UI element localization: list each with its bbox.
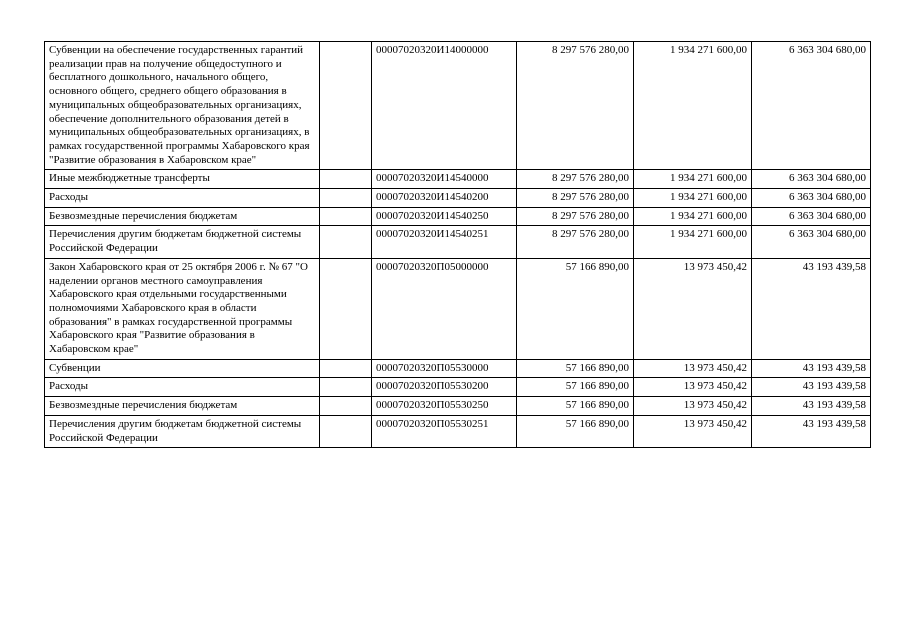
row-name: Безвозмездные перечисления бюджетам — [45, 207, 320, 226]
table-row — [45, 207, 871, 226]
row-value-3: 6 363 304 680,00 — [752, 170, 871, 189]
row-code: 00007020320П05530000 — [372, 359, 517, 378]
row-value-2: 1 934 271 600,00 — [634, 226, 752, 258]
row-code: 00007020320П05530200 — [372, 378, 517, 397]
row-code: 00007020320И14540000 — [372, 170, 517, 189]
row-value-2: 13 973 450,42 — [634, 258, 752, 359]
row-value-1: 8 297 576 280,00 — [517, 170, 634, 189]
row-value-3: 43 193 439,58 — [752, 258, 871, 359]
row-code: 00007020320И14540200 — [372, 189, 517, 208]
empty-cell — [320, 415, 372, 447]
row-value-2: 13 973 450,42 — [634, 359, 752, 378]
row-value-1: 8 297 576 280,00 — [517, 226, 634, 258]
empty-cell — [320, 170, 372, 189]
row-code: 00007020320П05000000 — [372, 258, 517, 359]
row-value-1: 57 166 890,00 — [517, 258, 634, 359]
row-value-1: 57 166 890,00 — [517, 359, 634, 378]
row-name: Перечисления другим бюджетам бюджетной системы Российской Федерации — [45, 226, 320, 258]
empty-cell — [320, 226, 372, 258]
empty-cell — [320, 378, 372, 397]
row-code: 00007020320П05530251 — [372, 415, 517, 447]
row-value-3: 6 363 304 680,00 — [752, 189, 871, 208]
row-code: 00007020320И14540251 — [372, 226, 517, 258]
row-name: Субвенции на обеспечение государственных гарантий реализации прав на получение общедоступного и бесплатного дошкольного, начального общего, основного общего, среднего общего образования в муниципальных общеобразовательных организациях, обеспечение дополнительного образования детей в муниципальных общеобразовательных организациях, в рамках государственной программы Хабаровского края "Развитие образования в Хабаровском крае" — [45, 42, 320, 170]
table-row — [45, 189, 871, 208]
row-value-1: 57 166 890,00 — [517, 378, 634, 397]
row-value-1: 8 297 576 280,00 — [517, 189, 634, 208]
row-name: Расходы — [45, 378, 320, 397]
empty-cell — [320, 189, 372, 208]
empty-cell — [320, 258, 372, 359]
table-row — [45, 397, 871, 416]
row-name: Безвозмездные перечисления бюджетам — [45, 397, 320, 416]
row-value-3: 6 363 304 680,00 — [752, 207, 871, 226]
table-row — [45, 226, 871, 258]
row-name: Расходы — [45, 189, 320, 208]
row-value-3: 6 363 304 680,00 — [752, 42, 871, 170]
row-value-1: 8 297 576 280,00 — [517, 207, 634, 226]
row-value-1: 8 297 576 280,00 — [517, 42, 634, 170]
empty-cell — [320, 397, 372, 416]
row-name: Закон Хабаровского края от 25 октября 2006 г. № 67 "О наделении органов местного самоуправления Хабаровского края отдельными государственными полномочиями Хабаровского края в области образования" в рамках государственной программы Хабаровского края "Развитие образования в Хабаровском крае" — [45, 258, 320, 359]
row-value-2: 1 934 271 600,00 — [634, 207, 752, 226]
row-name: Субвенции — [45, 359, 320, 378]
row-value-2: 13 973 450,42 — [634, 378, 752, 397]
empty-cell — [320, 359, 372, 378]
row-value-3: 43 193 439,58 — [752, 415, 871, 447]
row-value-2: 1 934 271 600,00 — [634, 170, 752, 189]
row-value-3: 43 193 439,58 — [752, 378, 871, 397]
row-value-2: 13 973 450,42 — [634, 415, 752, 447]
row-code: 00007020320И14000000 — [372, 42, 517, 170]
row-value-3: 6 363 304 680,00 — [752, 226, 871, 258]
row-code: 00007020320И14540250 — [372, 207, 517, 226]
row-code: 00007020320П05530250 — [372, 397, 517, 416]
empty-cell — [320, 207, 372, 226]
table-row — [45, 258, 871, 359]
row-value-2: 13 973 450,42 — [634, 397, 752, 416]
empty-cell — [320, 42, 372, 170]
table-row — [45, 415, 871, 447]
table-row — [45, 42, 871, 170]
row-name: Иные межбюджетные трансферты — [45, 170, 320, 189]
table-row — [45, 378, 871, 397]
table-row — [45, 359, 871, 378]
budget-table-body — [45, 42, 871, 448]
row-value-3: 43 193 439,58 — [752, 397, 871, 416]
row-value-2: 1 934 271 600,00 — [634, 189, 752, 208]
row-value-1: 57 166 890,00 — [517, 397, 634, 416]
budget-table — [44, 41, 871, 448]
row-value-1: 57 166 890,00 — [517, 415, 634, 447]
table-row — [45, 170, 871, 189]
row-name: Перечисления другим бюджетам бюджетной системы Российской Федерации — [45, 415, 320, 447]
row-value-3: 43 193 439,58 — [752, 359, 871, 378]
row-value-2: 1 934 271 600,00 — [634, 42, 752, 170]
